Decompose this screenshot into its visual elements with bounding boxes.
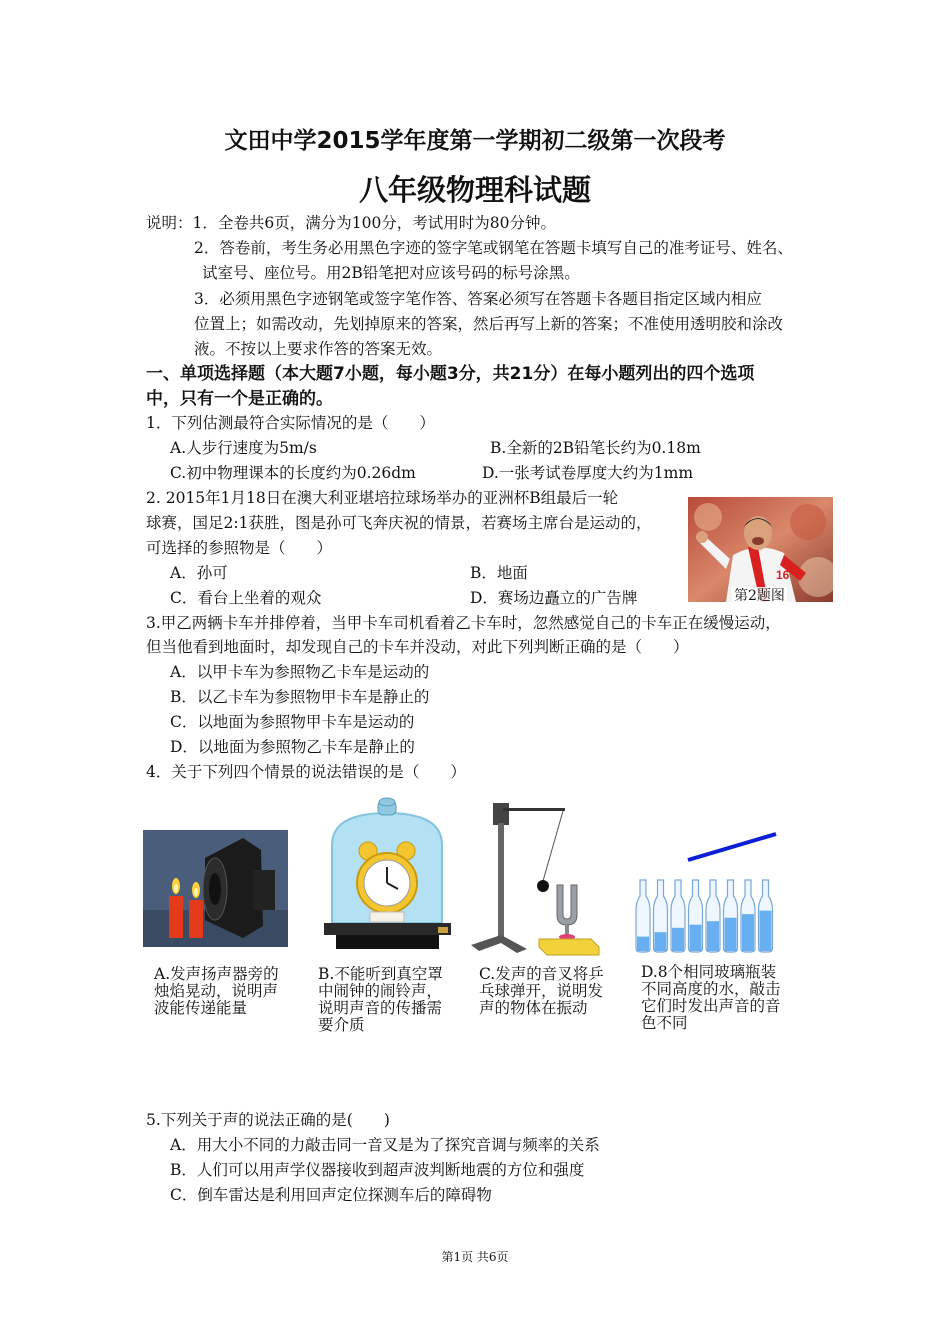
bottle-water [760,911,772,951]
bottle-water [690,925,702,951]
speaker-candle-figure [143,830,288,947]
q1-stem: 1．下列估测最符合实际情况的是（ ） [146,414,435,432]
q2-stem-line-1: 2. 2015年1月18日在澳大利亚堪培拉球场举办的亚洲杯B组最后一轮 [146,489,619,507]
q1-option-c: C.初中物理课本的长度约为0.26dm [170,464,416,482]
tuning-fork-figure [467,797,602,957]
bottle-water [655,932,667,951]
q5-option-c: C．倒车雷达是利用回声定位探测车后的障碍物 [170,1186,492,1204]
q5-option-b: B．人们可以用声学仪器接收到超声波判断地震的方位和强度 [170,1161,585,1179]
q3-option-a: A．以甲卡车为参照物乙卡车是运动的 [170,663,430,681]
q4-caption-b: B.不能听到真空罩中闹钟的闹铃声，说明声音的传播需要介质 [318,965,443,1034]
q1-option-d: D.一张考试卷厚度大约为1mm [482,464,694,482]
q2-option-a: A．孙可 [170,564,228,582]
exam-subtitle: 八年级物理科试题 [358,173,591,207]
q3-stem-line-1: 3.甲乙两辆卡车并排停着，当甲卡车司机看着乙卡车时，忽然感觉自己的卡车正在缓慢运动， [146,614,781,632]
note-line-1: 说明：1．全卷共6页，满分为100分，考试用时为80分钟。 [146,214,557,232]
q4-caption-c: C.发声的音叉将乒乓球弹开，说明发声的物体在振动 [479,965,604,1017]
page-footer: 第1页 共6页 [441,1250,509,1264]
bottle-water [725,918,737,951]
q4-stem: 4．关于下列四个情景的说法错误的是（ ） [146,763,466,781]
note-line-5: 位置上；如需改动，先划掉原来的答案，然后再写上新的答案；不准使用透明胶和涂改 [194,315,784,333]
q2-option-d: D．赛场边矗立的广告牌 [470,589,638,607]
q2-stem-line-3: 可选择的参照物是（ ） [146,539,333,557]
q5-option-a: A．用大小不同的力敲击同一音叉是为了探究音调与频率的关系 [170,1136,600,1154]
q3-stem-line-2: 但当他看到地面时，却发现自己的卡车并没动，对此下列判断正确的是（ ） [146,638,689,656]
q3-option-d: D．以地面为参照物乙卡车是静止的 [170,738,415,756]
note-line-3: 试室号、座位号。用2B铅笔把对应该号码的标号涂黑。 [202,264,580,282]
q4-caption-d: D.8个相同玻璃瓶装不同高度的水，敲击它们时发出声音的音色不同 [641,963,781,1032]
q3-option-b: B．以乙卡车为参照物甲卡车是静止的 [170,688,430,706]
q1-option-a: A.人步行速度为5m/s [170,439,317,457]
bottle-water [707,921,719,951]
q3-option-c: C．以地面为参照物甲卡车是运动的 [170,713,415,731]
note-line-4: 3．必须用黑色字迹钢笔或签字笔作答、答案必须写在答题卡各题目指定区域内相应 [194,290,762,308]
jersey-number: 16 [776,568,790,582]
section-heading-line-2: 中，只有一个是正确的。 [146,389,333,409]
q5-stem: 5.下列关于声的说法正确的是( ) [146,1111,390,1129]
water-bottles-figure [630,828,780,954]
note-line-2: 2．答卷前，考生务必用黑色字迹的签字笔或钢笔在答题卡填写自己的准考证号、姓名、 [194,239,793,257]
q2-option-c: C．看台上坐着的观众 [170,589,322,607]
striking-rod [688,834,776,860]
exam-title: 文田中学2015学年度第一学期初二级第一次段考 [224,128,726,154]
q2-option-b: B．地面 [470,564,528,582]
q2-stem-line-2: 球赛，国足2:1获胜，图是孙可飞奔庆祝的情景，若赛场主席台是运动的， [146,514,652,532]
bottle-water [637,937,649,951]
q1-option-b: B.全新的2B铅笔长约为0.18m [490,439,701,457]
q4-caption-a: A.发声扬声器旁的烛焰晃动，说明声波能传递能量 [154,965,279,1017]
q2-figure-label: 第2题图 [734,588,785,604]
bottle-water [672,928,684,951]
note-line-6: 液。不按以上要求作答的答案无效。 [194,340,443,358]
bell-jar-clock-figure [320,795,455,955]
bottle-water [742,914,754,951]
section-heading-line-1: 一、单项选择题（本大题7小题，每小题3分，共21分）在每小题列出的四个选项 [146,364,755,384]
